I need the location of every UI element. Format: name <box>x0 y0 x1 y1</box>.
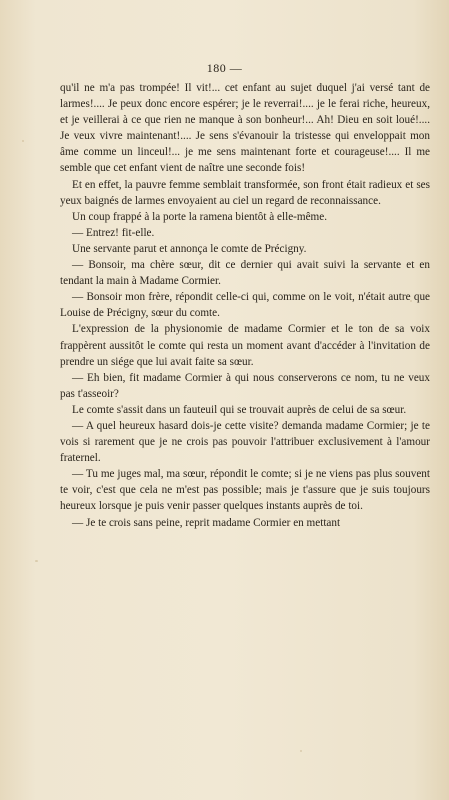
paragraph: qu'il ne m'a pas trompée! Il vit!... cet enfant au sujet duquel j'ai versé tant de larmes!.... Je peux donc encore espérer; je le reverrai!.... je le ferai riche, heureux, et je veillerai à ce que rien ne manque à son bonheur!... Ah! Dieu en soit loué!.... Je veux vivre maintenant!.... Je sens s'évanouir la tristesse qui enveloppait mon âme comme un linceul!... je me sens maintenant forte et courageuse!.... Il me semble que cet enfant vient de naître une seconde fois! <box>60 82 430 175</box>
paper-speck <box>300 750 302 752</box>
paragraph: Le comte s'assit dans un fauteuil qui se trouvait auprès de celui de sa sœur. <box>72 403 407 416</box>
paragraph: — Bonsoir mon frère, répondit celle-ci qui, comme on le voit, n'était autre que Louise de Précigny, sœur du comte. <box>60 291 430 320</box>
body-text <box>60 80 430 531</box>
paragraph: — Bonsoir, ma chère sœur, dit ce dernier qui avait suivi la servante et en tendant la main à Madame Cormier. <box>60 259 430 288</box>
paragraph: Un coup frappé à la porte la ramena bientôt à elle-même. <box>72 210 328 223</box>
paragraph: — Je te crois sans peine, reprit madame Cormier en mettant <box>72 516 341 529</box>
page-number: 180 — <box>206 61 243 75</box>
paper-speck <box>410 300 412 302</box>
paragraph: — Eh bien, fit madame Cormier à qui nous conserverons ce nom, tu ne veux pas t'asseoir? <box>60 371 430 400</box>
paragraph: — A quel heureux hasard dois-je cette visite? demanda madame Cormier; je te vois si rarement que je ne crois pas pouvoir l'attribuer exclusivement à l'amour fraternel. <box>60 419 430 465</box>
paragraph: L'expression de la physionomie de madame Cormier et le ton de sa voix frappèrent aussitôt le comte qui resta un moment avant d'accéder à l'invitation de prendre un siége que lui avait faite sa sœur. <box>60 323 430 368</box>
paragraph: — Entrez! fit-elle. <box>72 226 155 239</box>
paper-speck <box>35 560 38 562</box>
paragraph: Et en effet, la pauvre femme semblait transformée, son front était radieux et ses yeux baignés de larmes envoyaient au ciel un regard de reconnaissance. <box>60 178 430 207</box>
paragraph: Une servante parut et annonça le comte de Précigny. <box>72 242 307 255</box>
paper-speck <box>22 140 24 142</box>
paragraph: — Tu me juges mal, ma sœur, répondit le comte; si je ne viens pas plus souvent te voir, c'est que cela ne m'est pas possible; mais je t'assure que je suis toujours heureux lorsque je puis venir passer quelques instants auprès de toi. <box>60 468 430 513</box>
